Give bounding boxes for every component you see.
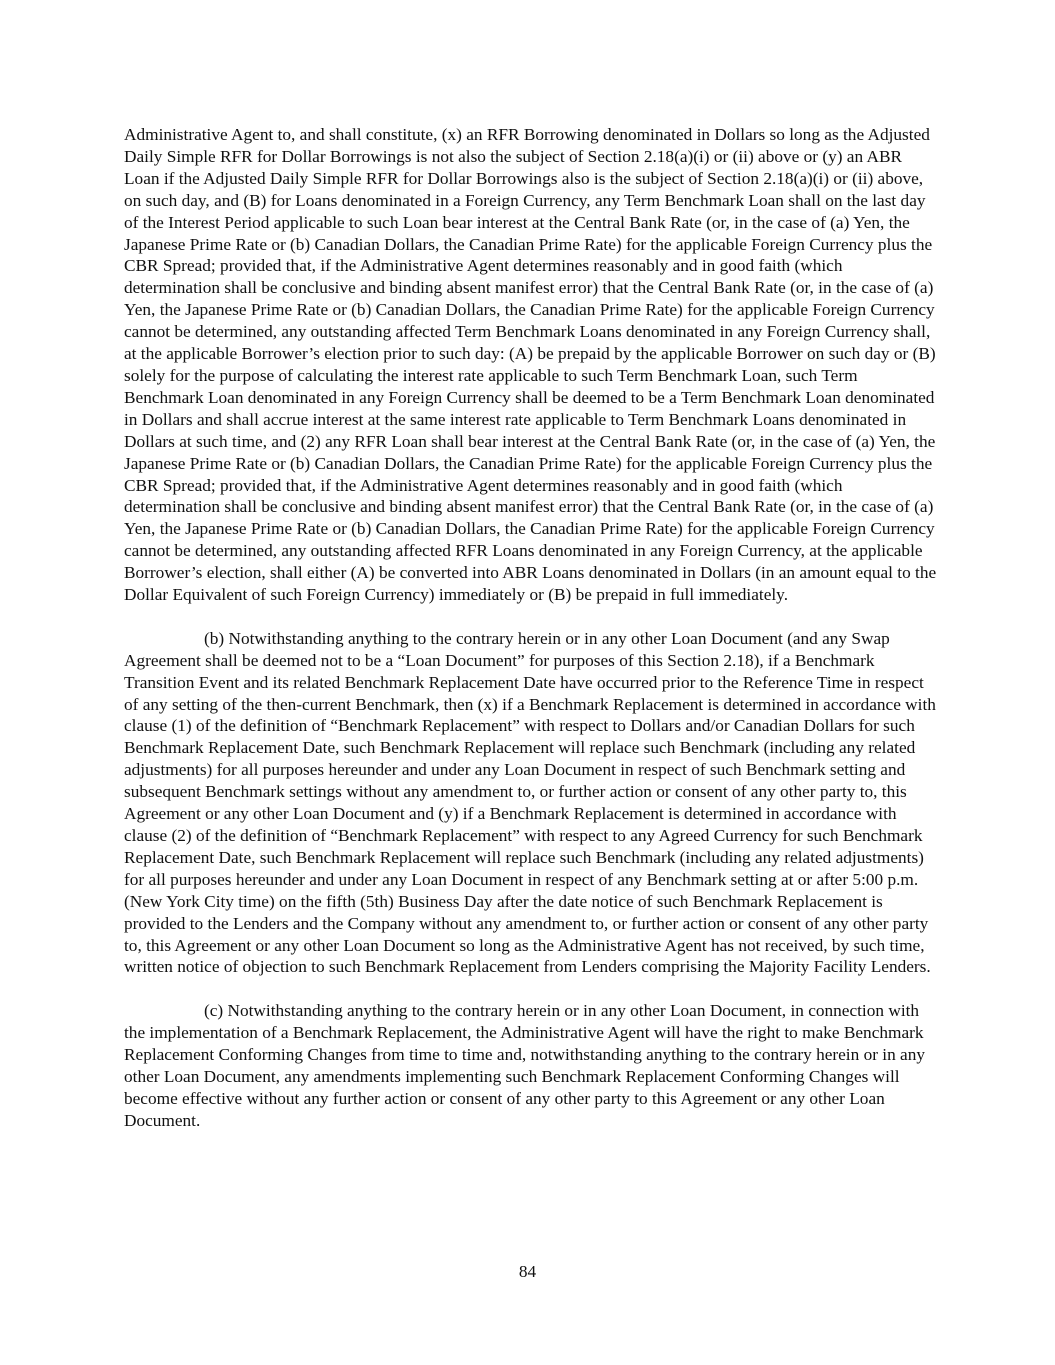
- paragraph-continuation: Administrative Agent to, and shall constitute, (x) an RFR Borrowing denominated in Dollars so long as the Adjusted Daily Simple RFR for Dollar Borrowings is not also the subject of Section 2.18(a)(i) or (ii) above or (y) an ABR Loan if the Adjusted Daily Simple RFR for Dollar Borrowings also is the subject of Section 2.18(a)(i) or (ii) above, on such day, and (B) for Loans denominated in a Foreign Currency, any Term Benchmark Loan shall on the last day of the Interest Period applicable to such Loan bear interest at the Central Bank Rate (or, in the case of (a) Yen, the Japanese Prime Rate or (b) Canadian Dollars, the Canadian Prime Rate) for the applicable Foreign Currency plus the CBR Spread; provided that, if the Administrative Agent determines reasonably and in good faith (which determination shall be conclusive and binding absent manifest error) that the Central Bank Rate (or, in the case of (a) Yen, the Japanese Prime Rate or (b) Canadian Dollars, the Canadian Prime Rate) for the applicable Foreign Currency cannot be determined, any outstanding affected Term Benchmark Loans denominated in any Foreign Currency shall, at the applicable Borrower’s election prior to such day: (A) be prepaid by the applicable Borrower on such day or (B) solely for the purpose of calculating the interest rate applicable to such Term Benchmark Loan, such Term Benchmark Loan denominated in any Foreign Currency shall be deemed to be a Term Benchmark Loan denominated in Dollars and shall accrue interest at the same interest rate applicable to Term Benchmark Loans denominated in Dollars at such time, and (2) any RFR Loan shall bear interest at the Central Bank Rate (or, in the case of (a) Yen, the Japanese Prime Rate or (b) Canadian Dollars, the Canadian Prime Rate) for the applicable Foreign Currency plus the CBR Spread; provided that, if the Administrative Agent determines reasonably and in good faith (which determination shall be conclusive and binding absent manifest error) that the Central Bank Rate (or, in the case of (a) Yen, the Japanese Prime Rate or (b) Canadian Dollars, the Canadian Prime Rate) for the applicable Foreign Currency cannot be determined, any outstanding affected RFR Loans denominated in any Foreign Currency, at the applicable Borrower’s election, shall either (A) be converted into ABR Loans denominated in Dollars (in an amount equal to the Dollar Equivalent of such Foreign Currency) immediately or (B) be prepaid in full immediately.: [124, 125, 937, 605]
- paragraph-clause-c: (c) Notwithstanding anything to the contrary herein or in any other Loan Document, in connection with the implementation of a Benchmark Replacement, the Administrative Agent will have the right to make Benchmark Replacement Conforming Changes from time to time and, notwithstanding anything to the contrary herein or in any other Loan Document, any amendments implementing such Benchmark Replacement Conforming Changes will become effective without any further action or consent of any other party to this Agreement or any other Loan Document.: [124, 1001, 925, 1130]
- page-number: 84: [518, 1262, 537, 1281]
- paragraph-clause-b: (b) Notwithstanding anything to the contrary herein or in any other Loan Document (and any Swap Agreement shall be deemed not to be a “Loan Document” for purposes of this Section 2.18), if a Benchmark Transition Event and its related Benchmark Replacement Date have occurred prior to the Reference Time in respect of any setting of the then-current Benchmark, then (x) if a Benchmark Replacement is determined in accordance with clause (1) of the definition of “Benchmark Replacement” with respect to Dollars and/or Canadian Dollars for such Benchmark Replacement Date, such Benchmark Replacement will replace such Benchmark (including any related adjustments) for all purposes hereunder and under any Loan Document in respect of such Benchmark setting and subsequent Benchmark settings without any amendment to, or further action or consent of any other party to, this Agreement or any other Loan Document and (y) if a Benchmark Replacement is determined in accordance with clause (2) of the definition of “Benchmark Replacement” with respect to any Agreed Currency for such Benchmark Replacement Date, such Benchmark Replacement will replace such Benchmark (including any related adjustments) for all purposes hereunder and under any Loan Document in respect of any Benchmark setting at or after 5:00 p.m. (New York City time) on the fifth (5th) Business Day after the date notice of such Benchmark Replacement is provided to the Lenders and the Company without any amendment to, or further action or consent of any other party to, this Agreement or any other Loan Document so long as the Administrative Agent has not received, by such time, written notice of objection to such Benchmark Replacement from Lenders comprising the Majority Facility Lenders.: [124, 628, 936, 977]
- document-page: [124, 124, 938, 1154]
